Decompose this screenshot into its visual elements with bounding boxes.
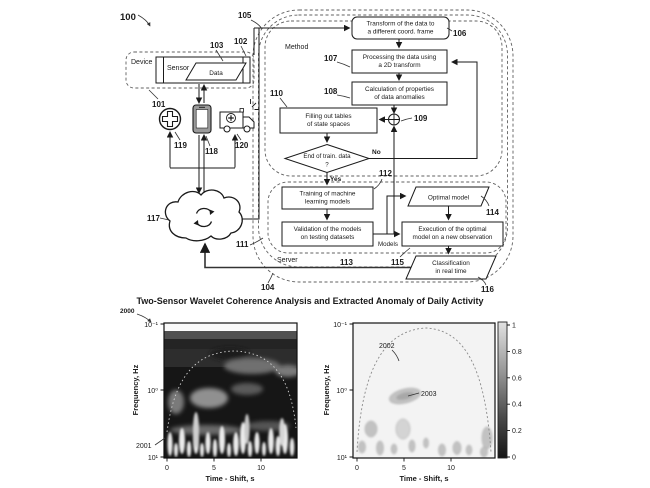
svg-text:Filling out tables: Filling out tables: [305, 113, 352, 120]
left-ylabel: Frequency, Hz: [131, 364, 140, 416]
left-ytick-2: 10¹: [147, 455, 158, 462]
smartphone-icon: [193, 105, 211, 133]
ref-116: 116: [481, 285, 494, 294]
svg-text:learning models: learning models: [304, 198, 351, 206]
left-xtick-0: 0: [165, 465, 169, 472]
svg-text:of state spaces: of state spaces: [307, 121, 350, 128]
svg-text:End of train. data: End of train. data: [303, 153, 351, 160]
flowchart-nodes: [277, 17, 503, 279]
classification-parallelogram: [406, 256, 496, 279]
summing-junction: [389, 114, 400, 125]
ref-108: 108: [324, 87, 338, 96]
ref-120: 120: [235, 141, 249, 150]
device-block: [131, 57, 250, 83]
cb-tick-2: 0.6: [512, 375, 522, 383]
cb-tick-0: 1: [512, 322, 516, 330]
ref-2000-arrow: [137, 314, 151, 322]
svg-text:Training of machine: Training of machine: [299, 190, 356, 198]
decision-diamond: [285, 145, 369, 173]
right-xtick-0: 0: [355, 465, 359, 472]
right-ytick-2: 10¹: [336, 455, 347, 462]
cloud-icon: [165, 190, 242, 241]
colorbar-ticks: [507, 325, 510, 457]
ref-118: 118: [205, 147, 218, 156]
right-xlabel: Time - Shift, s: [399, 474, 449, 483]
ref-114: 114: [486, 208, 499, 217]
ref-113: 113: [340, 258, 353, 267]
cb-tick-3: 0.4: [512, 401, 522, 409]
svg-text:Classification: Classification: [432, 260, 470, 267]
svg-text:Transform of the data to: Transform of the data to: [366, 20, 435, 28]
ref-101-leader: [149, 90, 158, 99]
ref-106: 106: [453, 29, 467, 38]
branch-no-label: No: [372, 149, 381, 156]
server-region-label: Server: [277, 257, 298, 264]
ref-110-leader: [280, 98, 287, 107]
transform-box: [352, 17, 449, 39]
svg-text:?: ?: [325, 161, 329, 169]
svg-text:on testing datasets: on testing datasets: [300, 234, 355, 241]
left-ytick-1: 10⁰: [147, 388, 158, 395]
ref-118-leader: [206, 136, 210, 146]
peripheral-icons: [160, 99, 260, 241]
right-xtick-2: 10: [447, 465, 455, 472]
ref-117: 117: [147, 214, 160, 223]
right-xtick-1: 5: [402, 465, 406, 472]
ref-104-leader: [268, 273, 273, 283]
execution-box: [402, 222, 503, 246]
svg-text:Optimal model: Optimal model: [427, 194, 470, 202]
cb-tick-5: 0: [512, 454, 516, 462]
svg-text:a 2D transform: a 2D transform: [378, 62, 421, 69]
ref-105: 105: [238, 11, 252, 20]
figure-caption: Two-Sensor Wavelet Coherence Analysis and Extracted Anomaly of Daily Activity: [136, 296, 484, 306]
ref-112-leader: [374, 179, 382, 189]
svg-text:in real time: in real time: [435, 268, 467, 275]
ref-107-leader: [337, 62, 350, 67]
device-label: Device: [131, 59, 153, 66]
colorbar: [498, 322, 522, 462]
ref-107: 107: [324, 54, 338, 63]
ref-103: 103: [210, 41, 224, 50]
cb-tick-1: 0.8: [512, 348, 522, 356]
ref-100-arrow: [138, 15, 150, 26]
left-ytick-0: 10⁻¹: [144, 322, 158, 329]
ref-102: 102: [234, 37, 248, 46]
training-box: [282, 187, 373, 209]
ref-109: 109: [414, 114, 428, 123]
ref-100: 100: [120, 12, 136, 23]
svg-text:model on a new observation: model on a new observation: [412, 234, 493, 241]
svg-text:Calculation of properties: Calculation of properties: [365, 86, 434, 93]
sensor-label: Sensor: [167, 65, 190, 72]
branch-yes-label: Yes: [330, 176, 342, 183]
svg-text:a different coord. frame: a different coord. frame: [367, 28, 434, 36]
ref-2002: 2002: [379, 343, 395, 350]
ref-102-leader: [241, 46, 246, 56]
right-ytick-1: 10⁰: [336, 388, 347, 395]
left-xtick-2: 10: [257, 465, 265, 472]
left-xlabel: Time - Shift, s: [205, 474, 255, 483]
svg-text:Processing the data using: Processing the data using: [362, 54, 437, 61]
models-tag: Models: [378, 241, 398, 248]
ref-119-leader: [175, 132, 180, 140]
ref-101: 101: [152, 100, 166, 109]
ambulance-icon: [220, 99, 260, 132]
processing-box: [352, 50, 447, 73]
ref-112: 112: [379, 169, 392, 178]
ref-2003: 2003: [421, 391, 437, 398]
first-aid-icon: [160, 109, 181, 130]
left-xtick-1: 5: [212, 465, 216, 472]
left-plot: [120, 308, 301, 483]
ref-111: 111: [236, 240, 249, 249]
wire-no-feedback: [369, 62, 477, 159]
svg-text:Validation of the models: Validation of the models: [293, 226, 362, 233]
svg-text:Execution of the optimal: Execution of the optimal: [418, 226, 487, 233]
svg-text:of data anomalies: of data anomalies: [374, 94, 425, 101]
ref-115: 115: [391, 258, 404, 267]
calculation-box: [352, 82, 447, 105]
ref-115-leader: [400, 248, 410, 257]
right-ylabel: Frequency, Hz: [322, 364, 331, 416]
ref-119: 119: [174, 141, 187, 150]
ref-110: 110: [270, 89, 283, 98]
right-plot: [322, 322, 522, 483]
ref-2001: 2001: [136, 443, 152, 450]
validation-box: [282, 222, 373, 246]
colorbar-gradient: [498, 322, 507, 458]
optimal-model-parallelogram: [408, 187, 489, 206]
ref-120-leader: [237, 134, 241, 140]
ref-2000: 2000: [120, 308, 135, 315]
data-label: Data: [209, 70, 223, 77]
right-ytick-0: 10⁻¹: [333, 322, 347, 329]
filling-box: [280, 108, 377, 133]
method-region-label: Method: [285, 44, 309, 51]
cb-tick-4: 0.2: [512, 428, 522, 436]
ref-111-leader: [250, 238, 263, 245]
ref-109-leader: [401, 118, 412, 121]
ref-108-leader: [337, 95, 350, 98]
ref-104: 104: [261, 283, 275, 292]
